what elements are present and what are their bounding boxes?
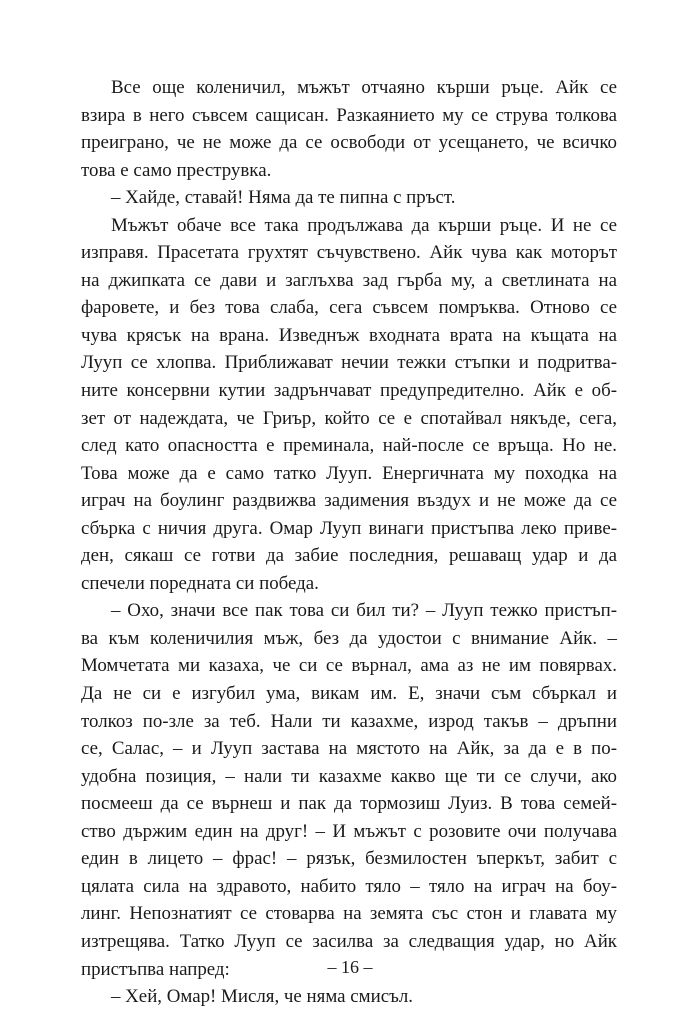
text-line: ните консервни кутии задрънчават предупредително. Айк е об- [81, 380, 617, 402]
text-line: зет от надеждата, че Гриър, който се е спотайвал някъде, сега, [81, 407, 617, 429]
text-line: преиграно, че не може да се освободи от усещането, че всичко [81, 132, 617, 154]
text-line: цялата сила на здравото, набито тяло – тяло на играч на боу- [81, 875, 617, 897]
text-line: изтрещява. Татко Лууп се засилва за следващия удар, но Айк [81, 930, 617, 952]
text-line: ден, сякаш се готви да забие последния, решаващ удар и да [81, 545, 617, 567]
text-line: – Охо, значи все пак това си бил ти? – Лууп тежко пристъп- [111, 600, 617, 622]
text-line: – Хайде, ставай! Няма да те пипна с пръст. [111, 187, 456, 209]
text-line: се, Салас, – и Лууп застава на мястото на Айк, за да е в по- [81, 738, 617, 760]
text-line: изправя. Прасетата грухтят съчувствено. Айк чува как моторът [81, 242, 617, 264]
text-line: посмееш да се върнеш и пак да тормозиш Луиз. В това семей- [81, 793, 617, 815]
text-line: сбърка с ничия друга. Омар Лууп винаги пристъпва леко приве- [81, 517, 617, 539]
text-line: Това може да е само татко Лууп. Енергичната му походка на [81, 462, 617, 484]
text-line: Да не си е изгубил ума, викам им. Е, значи съм сбъркал и [81, 683, 617, 705]
text-line: фаровете, и без това слаба, сега съвсем помръква. Отново се [81, 297, 617, 319]
text-line: на джипката се дави и заглъхва зад гърба му, а светлината на [81, 269, 617, 291]
text-line: един в лицето – фрас! – рязък, безмилостен ъперкът, забит с [81, 848, 617, 870]
text-line: ва към коленичилия мъж, без да удостои с внимание Айк. – [81, 627, 617, 649]
text-line: Момчетата ми казаха, че си се върнал, ама аз не им повярвах. [81, 655, 617, 677]
text-line: Все още коленичил, мъжът отчаяно кърши ръце. Айк се [111, 77, 617, 98]
text-line: линг. Непознатият се стоварва на земята със стон и главата му [81, 903, 617, 925]
text-line: чува крясък на врана. Изведнъж входната врата на къщата на [81, 324, 617, 346]
text-line: спечели поредната си победа. [81, 572, 319, 594]
text-line: пристъпва напред: [81, 958, 230, 980]
text-line: Лууп се хлопва. Приближават нечии тежки стъпки и подритва- [81, 352, 617, 374]
page-number: – 16 – [327, 957, 373, 977]
text-line: толкоз по-зле за теб. Нали ти казахме, изрод такъв – дръпни [81, 710, 617, 732]
text-line: ство държим един на друг! – И мъжът с розовите очи получава [81, 820, 617, 842]
text-line: взира в него съвсем сащисан. Разкаянието му се струва толкова [81, 104, 617, 126]
text-line: удобна позиция, – нали ти казахме какво ще ти се случи, ако [81, 765, 617, 787]
text-line: – Хей, Омар! Мисля, че няма смисъл. [111, 986, 414, 1008]
text-line: играч на боулинг раздвижва задимения въздух и не може да се [81, 490, 617, 512]
text-line: Мъжът обаче все така продължава да кърши ръце. И не се [111, 214, 617, 236]
body-text [81, 74, 617, 1011]
text-line: след като опасността е преминала, най-после се връща. Но не. [81, 435, 617, 457]
text-line: това е само преструвка. [81, 159, 272, 181]
